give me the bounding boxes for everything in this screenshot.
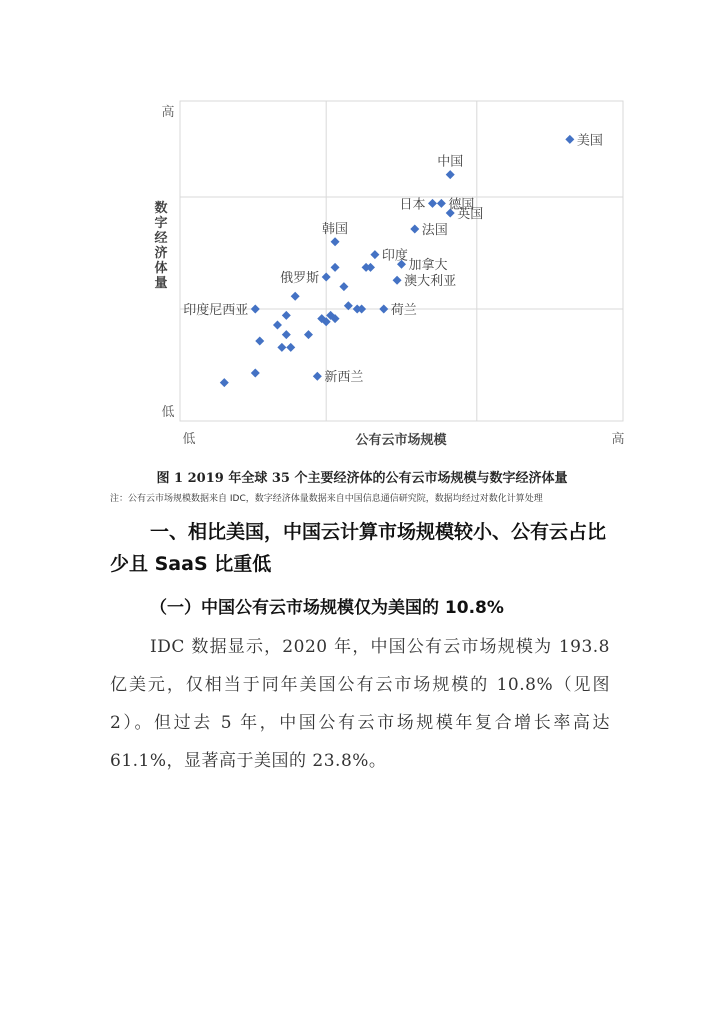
subsection-heading: （一）中国公有云市场规模仅为美国的 10.8% — [150, 598, 504, 618]
point-label: 澳大利亚 — [404, 274, 457, 290]
point-label: 法国 — [421, 223, 448, 238]
point-label: 加拿大 — [408, 258, 448, 274]
scatter-chart — [0, 0, 724, 460]
figure-caption: 图 1 2019 年全球 35 个主要经济体的公有云市场规模与数字经济体量 — [156, 471, 568, 486]
point-label: 俄罗斯 — [280, 271, 320, 286]
point-label: 荷兰 — [390, 303, 417, 318]
y-axis-title: 数字经济体量 — [154, 201, 168, 291]
point-label: 中国 — [437, 154, 464, 170]
figure-note: 注：公有云市场规模数据来自 IDC，数字经济体量数据来自中国信息通信研究院，数据均经过对数化计算处理 — [110, 494, 543, 504]
body-paragraph: IDC 数据显示，2020 年，中国公有云市场规模为 193.8 亿美元，仅相当于同年美国公有云市场规模的 10.8%（见图 2）。但过去 5 年，中国公有云市场规模年复合增长率高达 61.1%，显著高于美国的 23.8%。 — [110, 637, 610, 771]
point-label: 美国 — [576, 133, 603, 149]
point-label: 德国 — [448, 197, 475, 213]
point-label: 韩国 — [322, 221, 349, 237]
y-axis-low-label: 低 — [161, 405, 175, 420]
point-label: 新西兰 — [324, 370, 364, 386]
x-axis-high-label: 高 — [611, 432, 625, 447]
x-axis-title: 公有云市场规模 — [355, 433, 447, 448]
section-heading: 一、相比美国，中国云计算市场规模较小、公有云占比少且 SaaS 比重低 — [110, 521, 607, 575]
point-label: 英国 — [457, 207, 484, 222]
y-axis-high-label: 高 — [161, 105, 175, 120]
point-label: 日本 — [399, 197, 426, 213]
point-label: 印度尼西亚 — [183, 303, 249, 318]
point-label: 印度 — [381, 248, 408, 264]
x-axis-low-label: 低 — [182, 432, 196, 447]
